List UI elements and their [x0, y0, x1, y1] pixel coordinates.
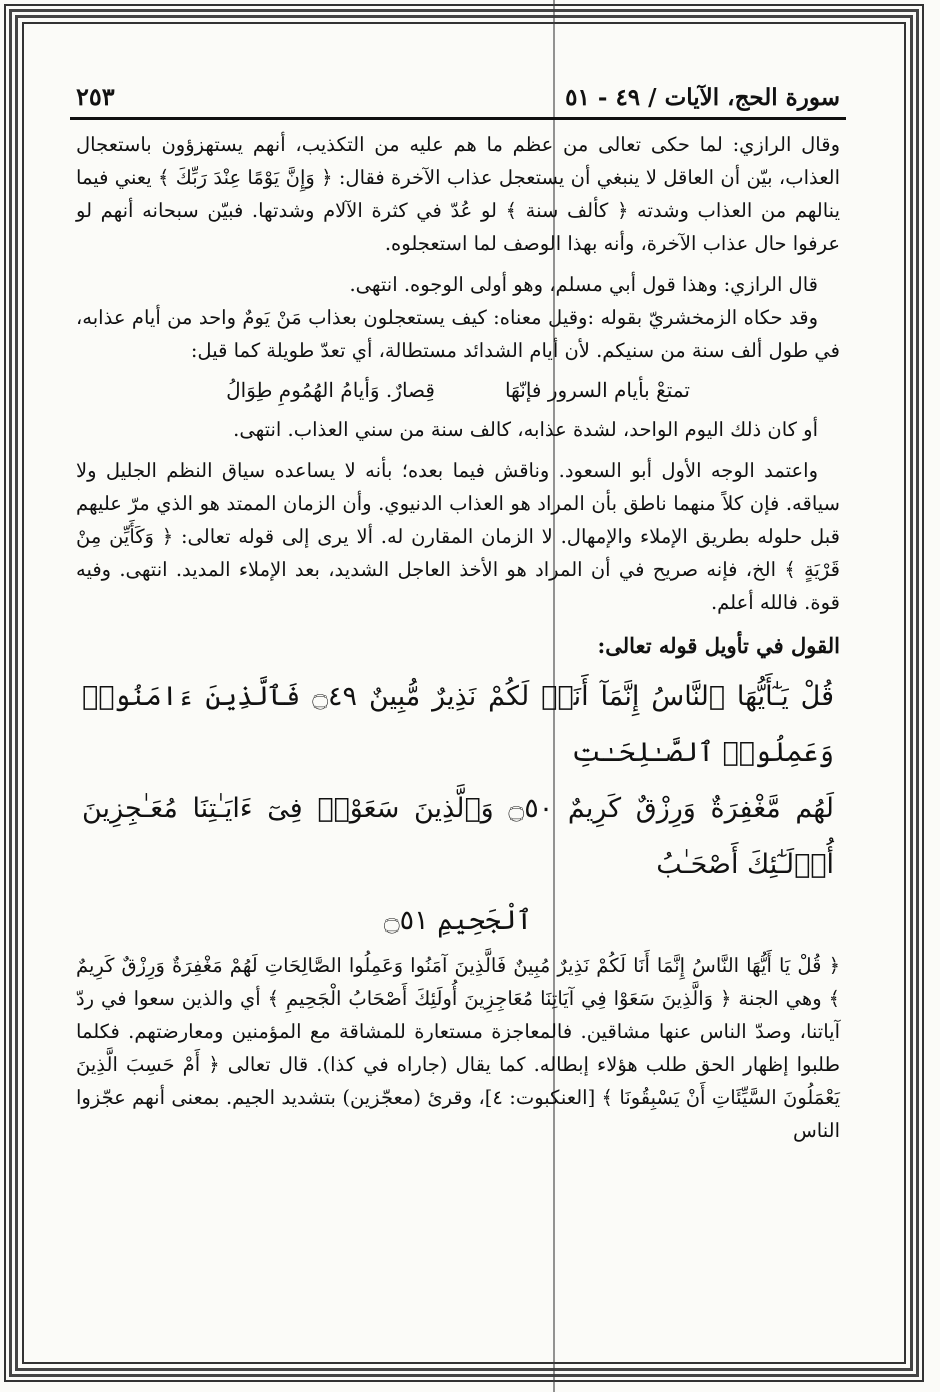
page-content [70, 72, 846, 1372]
page-number: ٢٥٣ [76, 82, 115, 111]
section-heading: القول في تأويل قوله تعالى: [597, 633, 840, 658]
paragraph-zamakhshari: وقد حكاه الزمخشريّ بقوله :وقيل معناه: كيف يستعجلون بعذاب مَنْ يَومٌ واحد من أيام عذابه، في طول ألف سنة من سنيكم. لأن أيام الشدائد مستطالة، أي تعدّ طويلة كما قيل: [76, 306, 840, 362]
paragraph-razi: وقال الرازي: لما حكى تعالى من عظم ما هم عليه من التكذيب، أنهم يستهزؤون باستعجال العذاب، بيّن أن العاقل لا ينبغي أن يستعجل عذاب الآخرة فقال: ﴿ وَإِنَّ يَوْمًا عِنْدَ رَبِّكَ ﴾ يعني فيما ينالهم من العذاب وشدته ﴿ كألف سنة ﴾ لو عُدّ في كثرة الآلام وشدتها. فبيّن سبحانه أنهم لو عرفوا حال عذاب الآخرة، وأنه بهذا الوصف لما استعجلوه. [76, 133, 840, 255]
quran-line-1: قُلْ يَـٰٓأَيُّهَا ٱلنَّاسُ إِنَّمَآ أَنَا۠ لَكُمْ نَذِيرٌ مُّبِينٌ ۝٤٩ فَٱلَّذِينَ ءَامَنُوا۟ وَعَمِلُوا۟ ٱلصَّـٰلِحَـٰتِ [82, 681, 835, 768]
quran-line-2: لَهُم مَّغْفِرَةٌ وَرِزْقٌ كَرِيمٌ ۝٥٠ وَٱلَّذِينَ سَعَوْا۟ فِىٓ ءَايَـٰتِنَا مُعَـٰجِزِينَ أُو۟لَـٰٓئِكَ أَصْحَـٰبُ [82, 793, 834, 880]
poem-hemistich-second: قِصارٌ. وَأيامُ الهُمُومِ طِوَالُ [226, 378, 435, 402]
poem-verse [70, 373, 846, 407]
paragraph-abu-muslim: قال الرازي: وهذا قول أبي مسلم، وهو أولى الوجوه. انتهى. [349, 273, 818, 296]
header-title: سورة الحج، الآيات / ٤٩ - ٥١ [565, 84, 840, 111]
running-header [70, 72, 846, 120]
paragraph-alf-sana: أو كان ذلك اليوم الواحد، لشدة عذابه، كالف سنة من سني العذاب. انتهى. [233, 418, 818, 441]
paragraph-commentary: ﴿ قُلْ يَا أَيُّهَا النَّاسُ إِنَّمَا أَنَا لَكُمْ نَذِيرٌ مُبِينٌ فَالَّذِينَ آمَنُوا وَعَمِلُوا الصَّالِحَاتِ لَهُمْ مَغْفِرَةٌ وَرِزْقٌ كَرِيمٌ ﴾ وهي الجنة ﴿ وَالَّذِينَ سَعَوْا فِي آيَاتِنَا مُعَاجِزِينَ أُولَئِكَ أَصْحَابُ الْجَحِيمِ ﴾ أي والذين سعوا في ردّ آياتنا، وصدّ الناس عنها مشاقين. فالمعاجزة مستعارة للمشاقة مع المؤمنين ومعارضتهم. فكلما طلبوا إظهار الحق طلب هؤلاء إبطاله. كما يقال (جاراه في كذا). قال تعالى ﴿ أَمْ حَسِبَ الَّذِينَ يَعْمَلُونَ السَّيِّئَاتِ أَنْ يَسْبِقُونَا ﴾ [العنكبوت: ٤]، وقرئ (معجّزين) بتشديد الجيم. بمعنى أنهم عجّزوا الناس [76, 954, 840, 1142]
poem-hemistich-first: تمتعْ بأيام السرور فإنّهَا [504, 378, 690, 402]
quran-line-3: ٱلْجَحِيمِ ۝٥١ [383, 905, 533, 936]
paragraph-abu-saud: واعتمد الوجه الأول أبو السعود. وناقش فيما بعده؛ بأنه لا يساعده سياق النظم الجليل ولا سياقه. فإن كلاً منهما ناطق بأن المراد هو العذاب الدنيوي. وأن الزمان الممتد هو الذي مرّ عليهم قبل حلوله بطريق الإملاء والإمهال. لا الزمان المقارن له. ألا يرى إلى قوله تعالى: ﴿ وَكَأَيِّن مِنْ قَرْيَةٍ ﴾ الخ، فإنه صريح في أن المراد هو الأخذ العاجل الشديد، بعد الإملاء المديد. انتهى. وفيه قوة. فالله أعلم. [76, 459, 840, 614]
